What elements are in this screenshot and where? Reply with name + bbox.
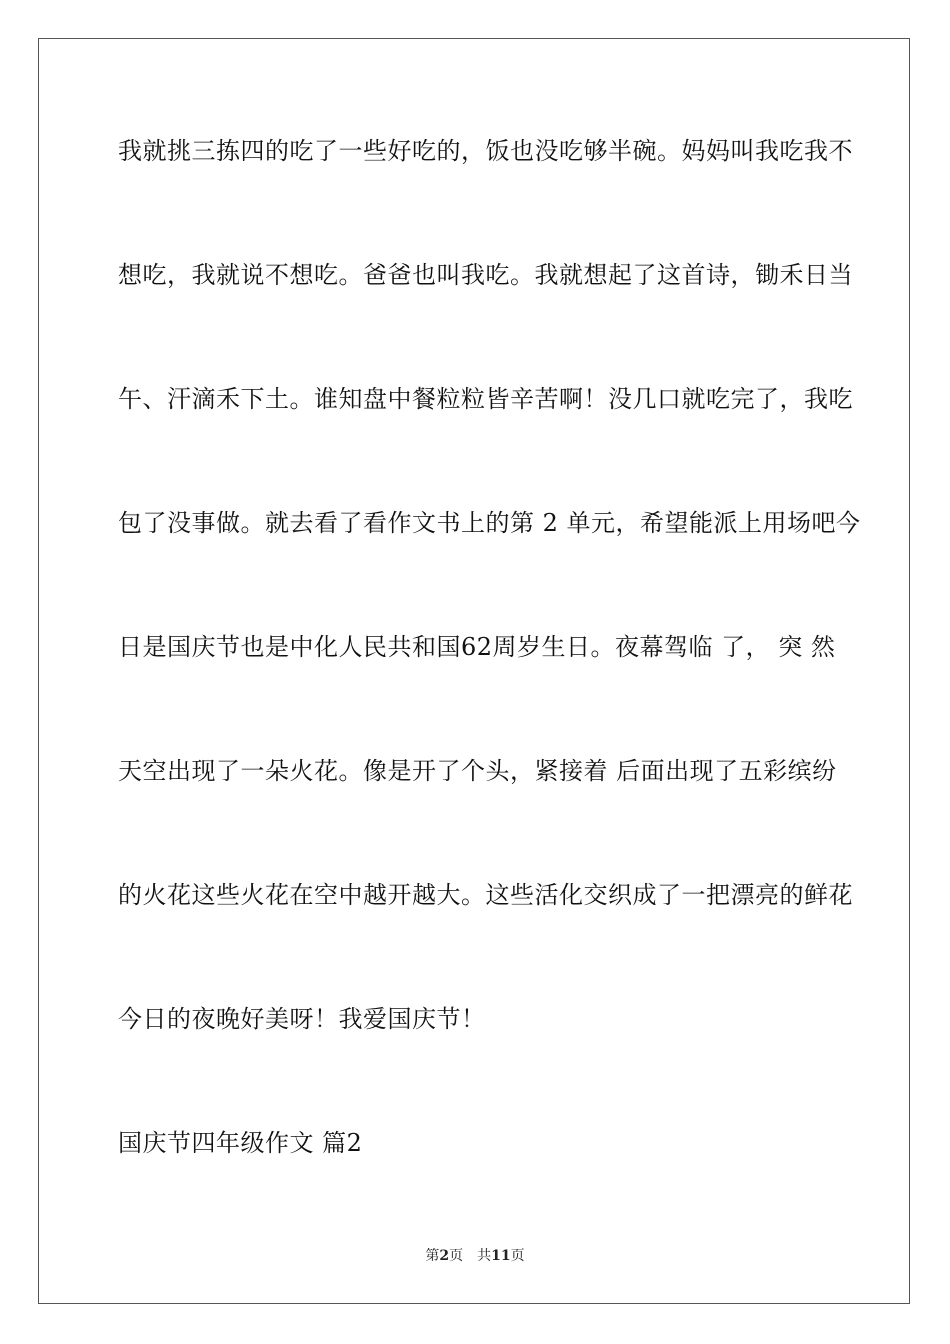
body-text-line: 天空出现了一朵火花。像是开了个头，紧接着 后面出现了五彩缤纷	[118, 757, 837, 785]
total-suffix: 页	[510, 1248, 525, 1264]
page-prefix: 第	[425, 1248, 440, 1264]
body-text-line: 日是国庆节也是中化人民共和国62周岁生日。夜幕驾临 了， 突 然	[118, 633, 836, 661]
body-text-line: 今日的夜晚好美呀！我爱国庆节！	[118, 1005, 486, 1033]
page-footer	[0, 1247, 950, 1265]
body-text-line: 包了没事做。就去看了看作文书上的第 2 单元，希望能派上用场吧今	[118, 509, 861, 537]
total-pages: 11	[491, 1248, 511, 1264]
section-heading: 国庆节四年级作文 篇2	[118, 1129, 363, 1157]
body-text-line: 我就挑三拣四的吃了一些好吃的，饭也没吃够半碗。妈妈叫我吃我不	[118, 137, 853, 165]
body-text-line: 午、汗滴禾下土。谁知盘中餐粒粒皆辛苦啊！没几口就吃完了，我吃	[118, 385, 853, 413]
body-text-line: 的火花这些火花在空中越开越大。这些活化交织成了一把漂亮的鲜花	[118, 881, 853, 909]
total-prefix: 共	[477, 1248, 492, 1264]
body-text-line: 想吃，我就说不想吃。爸爸也叫我吃。我就想起了这首诗，锄禾日当	[118, 261, 853, 289]
page-suffix: 页	[449, 1248, 464, 1264]
page-number: 2	[439, 1248, 450, 1264]
page-frame	[38, 38, 910, 1304]
